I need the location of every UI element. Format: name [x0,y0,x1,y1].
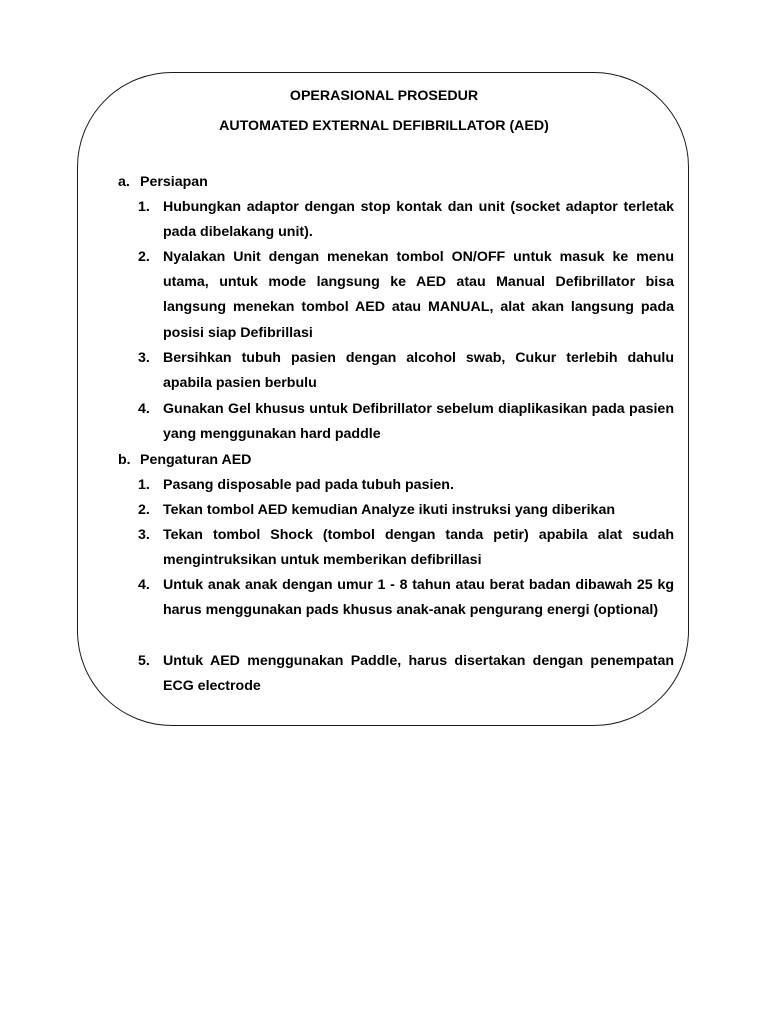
list-item [138,245,674,346]
list-item-text: Bersihkan tubuh pasien dengan alcohol swab, Cukur terlebih dahulu apabila pasien berbulu [163,350,674,392]
list-item [138,346,674,396]
list-item-text: Nyalakan Unit dengan menekan tombol ON/OFF untuk masuk ke menu utama, untuk mode langsung ke AED atau Manual Defibrillator bisa langsung menekan tombol AED atau MANUAL, alat akan langsung pada posisi siap Defibrillasi [163,249,674,341]
section-heading-label: Pengaturan AED [140,452,252,468]
list-item-text: Untuk anak anak dengan umur 1 - 8 tahun atau berat badan dibawah 25 kg harus menggunakan pads khusus anak-anak pengurang energi (optional) [163,577,674,619]
list-item-number: 4. [138,577,150,593]
list-item [138,498,674,523]
list-item-number: 4. [138,401,150,417]
section-marker: a. [118,174,130,190]
document-subtitle: AUTOMATED EXTERNAL DEFIBRILLATOR (AED) [219,118,549,134]
list-item [138,523,674,573]
list-item-number: 2. [138,249,150,265]
list-item-text: Untuk AED menggunakan Paddle, harus disertakan dengan penempatan ECG electrode [163,653,674,695]
list-item-number: 5. [138,653,150,669]
list-item-text: Hubungkan adaptor dengan stop kontak dan unit (socket adaptor terletak pada dibelakang unit). [163,199,674,241]
list-item-text: Pasang disposable pad pada tubuh pasien. [163,477,454,493]
list-item-number: 2. [138,502,150,518]
section-heading-label: Persiapan [140,174,208,190]
list-item-number: 1. [138,199,150,215]
list-item [138,473,674,498]
section-heading-persiapan [118,173,208,191]
list-item-number: 1. [138,477,150,493]
list-item [138,573,674,623]
section-marker: b. [118,452,131,468]
list-item-text: Gunakan Gel khusus untuk Defibrillator sebelum diaplikasikan pada pasien yang menggunakan hard paddle [163,401,674,443]
list-item-number: 3. [138,527,150,543]
section-heading-pengaturan-aed [118,451,251,469]
list-item-text: Tekan tombol Shock (tombol dengan tanda petir) apabila alat sudah mengintruksikan untuk memberikan defibrillasi [163,527,674,569]
list-item [138,397,674,447]
list-item-text: Tekan tombol AED kemudian Analyze ikuti instruksi yang diberikan [163,502,615,518]
list-item [138,649,674,699]
document-title: OPERASIONAL PROSEDUR [289,88,479,104]
list-item [138,195,674,245]
list-item-number: 3. [138,350,150,366]
